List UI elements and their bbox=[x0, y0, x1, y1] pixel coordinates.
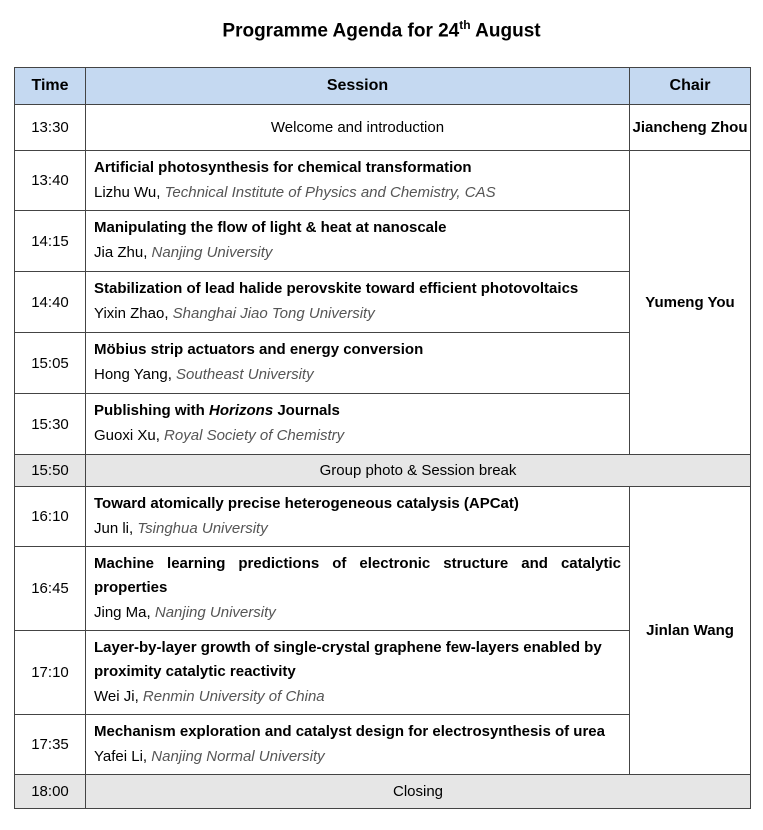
speaker-name: Wei Ji bbox=[94, 687, 135, 705]
speaker-name: Yafei Li bbox=[94, 747, 143, 765]
welcome-row bbox=[15, 105, 751, 151]
talk-speaker-line: Guoxi Xu, Royal Society of Chemistry bbox=[94, 427, 345, 444]
talk-title: Layer-by-layer growth of single-crystal graphene few-layers enabled by proximity catalytic reactivity bbox=[94, 638, 602, 680]
talk-title: Mechanism exploration and catalyst design for electrosynthesis of urea bbox=[94, 722, 605, 740]
speaker-name: Hong Yang bbox=[94, 366, 168, 383]
talk-speaker-line: Lizhu Wu, Technical Institute of Physics and Chemistry, CAS bbox=[94, 183, 496, 201]
header-session: Session bbox=[86, 68, 630, 105]
speaker-affiliation: Technical Institute of Physics and Chemistry, CAS bbox=[164, 183, 496, 201]
time-cell: 15:30 bbox=[15, 394, 86, 455]
chair-cell: Yumeng You bbox=[630, 151, 751, 455]
time-cell: 17:10 bbox=[15, 631, 86, 715]
speaker-name: Jun li bbox=[94, 519, 130, 537]
chair-cell: Jiancheng Zhou bbox=[630, 105, 751, 151]
header-row bbox=[15, 68, 751, 105]
speaker-affiliation: Southeast University bbox=[176, 366, 314, 383]
speaker-name: Jia Zhu bbox=[94, 244, 144, 261]
speaker-affiliation: Renmin University of China bbox=[142, 687, 325, 705]
speaker-affiliation: Nanjing University bbox=[154, 603, 276, 621]
talk-title: Artificial photosynthesis for chemical transformation bbox=[94, 158, 472, 176]
session-cell bbox=[86, 631, 630, 715]
talk-title: Manipulating the flow of light & heat at nanoscale bbox=[94, 219, 447, 236]
page-title: Programme Agenda for 24th August bbox=[222, 18, 541, 42]
talk-title: Stabilization of lead halide perovskite toward efficient photovoltaics bbox=[94, 280, 579, 297]
talk-row bbox=[15, 487, 751, 547]
talk-title: Möbius strip actuators and energy conversion bbox=[94, 341, 424, 358]
speaker-affiliation: Nanjing Normal University bbox=[151, 747, 325, 765]
time-cell: 13:40 bbox=[15, 151, 86, 211]
speaker-affiliation: Shanghai Jiao Tong University bbox=[172, 305, 375, 322]
time-cell: 15:50 bbox=[15, 455, 86, 487]
time-cell: 14:15 bbox=[15, 211, 86, 272]
talk-speaker-line: Hong Yang, Southeast University bbox=[94, 366, 314, 383]
talk-speaker-line: Wei Ji, Renmin University of China bbox=[94, 687, 325, 705]
session-cell bbox=[86, 272, 630, 333]
break-session: Group photo & Session break bbox=[86, 455, 751, 487]
session-cell bbox=[86, 394, 630, 455]
journal-name: Horizons bbox=[209, 402, 274, 419]
header-time: Time bbox=[15, 68, 86, 105]
session-cell bbox=[86, 151, 630, 211]
speaker-name: Lizhu Wu bbox=[94, 183, 157, 201]
talk-row bbox=[15, 151, 751, 211]
talk-title: Toward atomically precise heterogeneous catalysis (APCat) bbox=[94, 494, 519, 512]
closing-row bbox=[15, 775, 751, 809]
chair-cell: Jinlan Wang bbox=[630, 487, 751, 775]
time-cell: 17:35 bbox=[15, 715, 86, 775]
talk-speaker-line: Yafei Li, Nanjing Normal University bbox=[94, 747, 325, 765]
break-row bbox=[15, 455, 751, 487]
talk-speaker-line: Jun li, Tsinghua University bbox=[94, 519, 268, 537]
time-cell: 18:00 bbox=[15, 775, 86, 809]
speaker-name: Jing Ma bbox=[94, 603, 147, 621]
session-cell bbox=[86, 547, 630, 631]
session-cell bbox=[86, 487, 630, 547]
closing-session: Closing bbox=[86, 775, 751, 809]
time-cell: 16:10 bbox=[15, 487, 86, 547]
talk-title: Machine learning predictions of electronic structure and catalytic properties bbox=[94, 554, 621, 596]
talk-speaker-line: Jing Ma, Nanjing University bbox=[94, 603, 276, 621]
time-cell: 13:30 bbox=[15, 105, 86, 151]
time-cell: 14:40 bbox=[15, 272, 86, 333]
session-cell bbox=[86, 715, 630, 775]
speaker-affiliation: Royal Society of Chemistry bbox=[164, 427, 345, 444]
session-cell bbox=[86, 211, 630, 272]
speaker-name: Guoxi Xu bbox=[94, 427, 156, 444]
time-cell: 16:45 bbox=[15, 547, 86, 631]
time-cell: 15:05 bbox=[15, 333, 86, 394]
speaker-affiliation: Nanjing University bbox=[151, 244, 273, 261]
talk-speaker-line: Jia Zhu, Nanjing University bbox=[94, 244, 273, 261]
session-cell bbox=[86, 333, 630, 394]
agenda-table bbox=[14, 67, 751, 809]
speaker-affiliation: Tsinghua University bbox=[137, 519, 268, 537]
talk-speaker-line: Yixin Zhao, Shanghai Jiao Tong University bbox=[94, 305, 375, 322]
talk-title: Publishing with Horizons Journals bbox=[94, 402, 340, 419]
welcome-session: Welcome and introduction bbox=[86, 105, 630, 151]
header-chair: Chair bbox=[630, 68, 751, 105]
speaker-name: Yixin Zhao bbox=[94, 305, 165, 322]
